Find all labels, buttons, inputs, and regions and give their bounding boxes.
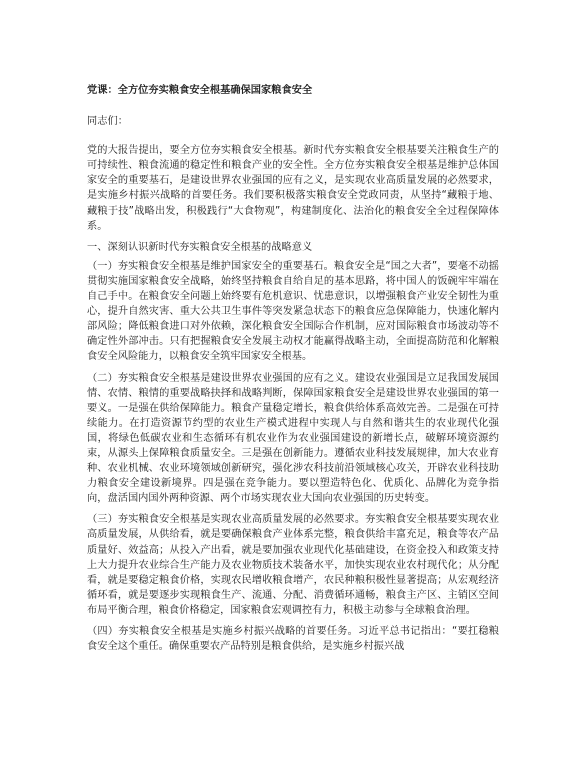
document-body (87, 83, 499, 660)
paragraph-1: （一）夯实粮食安全根基是维护国家安全的重要基石。粮食安全是“国之大者”，要毫不动摇贯彻实施国家粮食安全战略，始终坚持粮食自给自足的基本思路，将中国人的饭碗牢牢端在自己手中。在粮食安全问题上始终要有危机意识、忧患意识，以增强粮食产业安全韧性为重心，提升自然灾害、重大公共卫生事件等突发紧急状态下的粮食应急保障能力，快速化解内部风险；降低粮食进口对外依赖，深化粮食安全国际合作机制，应对国际粮食市场波动等不确定性外部冲击。只有把握粮食安全发展主动权才能赢得战略主动，全面提高防范和化解粮食安全风险能力，以粮食安全筑牢国家安全根基。 (87, 260, 499, 363)
document-title: 党课：全方位夯实粮食安全根基确保国家粮食安全 (87, 85, 313, 96)
intro-paragraph: 党的大报告提出，要全方位夯实粮食安全根基。新时代夯实粮食安全根基要关注粮食生产的可持续性、粮食流通的稳定性和粮食产业的安全性。全方位夯实粮食安全根基是维护总体国家安全的重要基石，是建设世界农业强国的应有之义，是实现农业高质量发展的必然要求，是实施乡村振兴战略的首要任务。我们要积极落实粮食安全党政同责，从坚持“藏粮于地、藏粮于技”战略出发，积极践行“大食物观”，构建制度化、法治化的粮食安全全过程保障体系。 (87, 145, 499, 232)
paragraph-2: （二）夯实粮食安全根基是建设世界农业强国的应有之义。建设农业强国是立足我国发展国情、农情、粮情的重要战略抉择和战略判断，保障国家粮食安全是建设世界农业强国的第一要义。一是强在供给保障能力。粮食产量稳定增长，粮食供给体系高效完善。二是强在可持续能力。在打造资源节约型的农业生产模式进程中实现人与自然和谐共生的农业现代化强国，将绿色低碳农业和生态循环有机农业作为农业强国建设的新增长点，破解环境资源约束，从源头上保障粮食质量安全。三是强在创新能力。遵循农业科技发展规律，加大农业育种、农业机械、农业环境领域创新研究，强化涉农科技前沿领域核心攻关，开辟农业科技助力粮食安全建设新境界。四是强在竞争能力。要以塑造特色化、优质化、品牌化为竞争指向，盘活国内国外两种资源、两个市场实现农业大国向农业强国的历史转变。 (87, 372, 499, 505)
paragraph-4: （四）夯实粮食安全根基是实施乡村振兴战略的首要任务。习近平总书记指出：“要扛稳粮食安全这个重任。确保重要农产品特别是粮食供给，是实施乡村振兴战 (87, 626, 499, 653)
salutation: 同志们： (87, 116, 128, 128)
paragraph-3: （三）夯实粮食安全根基是实现农业高质量发展的必然要求。夯实粮食安全根基要实现农业高质量发展，从供给看，就是要确保粮食产业体系完整，粮食供给丰富充足，粮食等农产品质量好、效益高；从投入产出看，就是要加强农业现代化基础建设，在资金投入和政策支持上大力提升农业综合生产能力及农业物质技术装备水平，加快实现农业农村现代化；从分配看，就是要稳定粮食价格，实现农民增收粮食增产，农民种粮积极性显著提高；从宏观经济循环看，就是要逐步实现粮食生产、流通、分配、消费循环通畅，粮食主产区、主销区空间布局平衡合理，粮食价格稳定，国家粮食宏观调控有力，积极主动参与全球粮食治理。 (87, 514, 499, 616)
section-heading: 一、深刻认识新时代夯实粮食安全根基的战略意义 (87, 241, 313, 253)
